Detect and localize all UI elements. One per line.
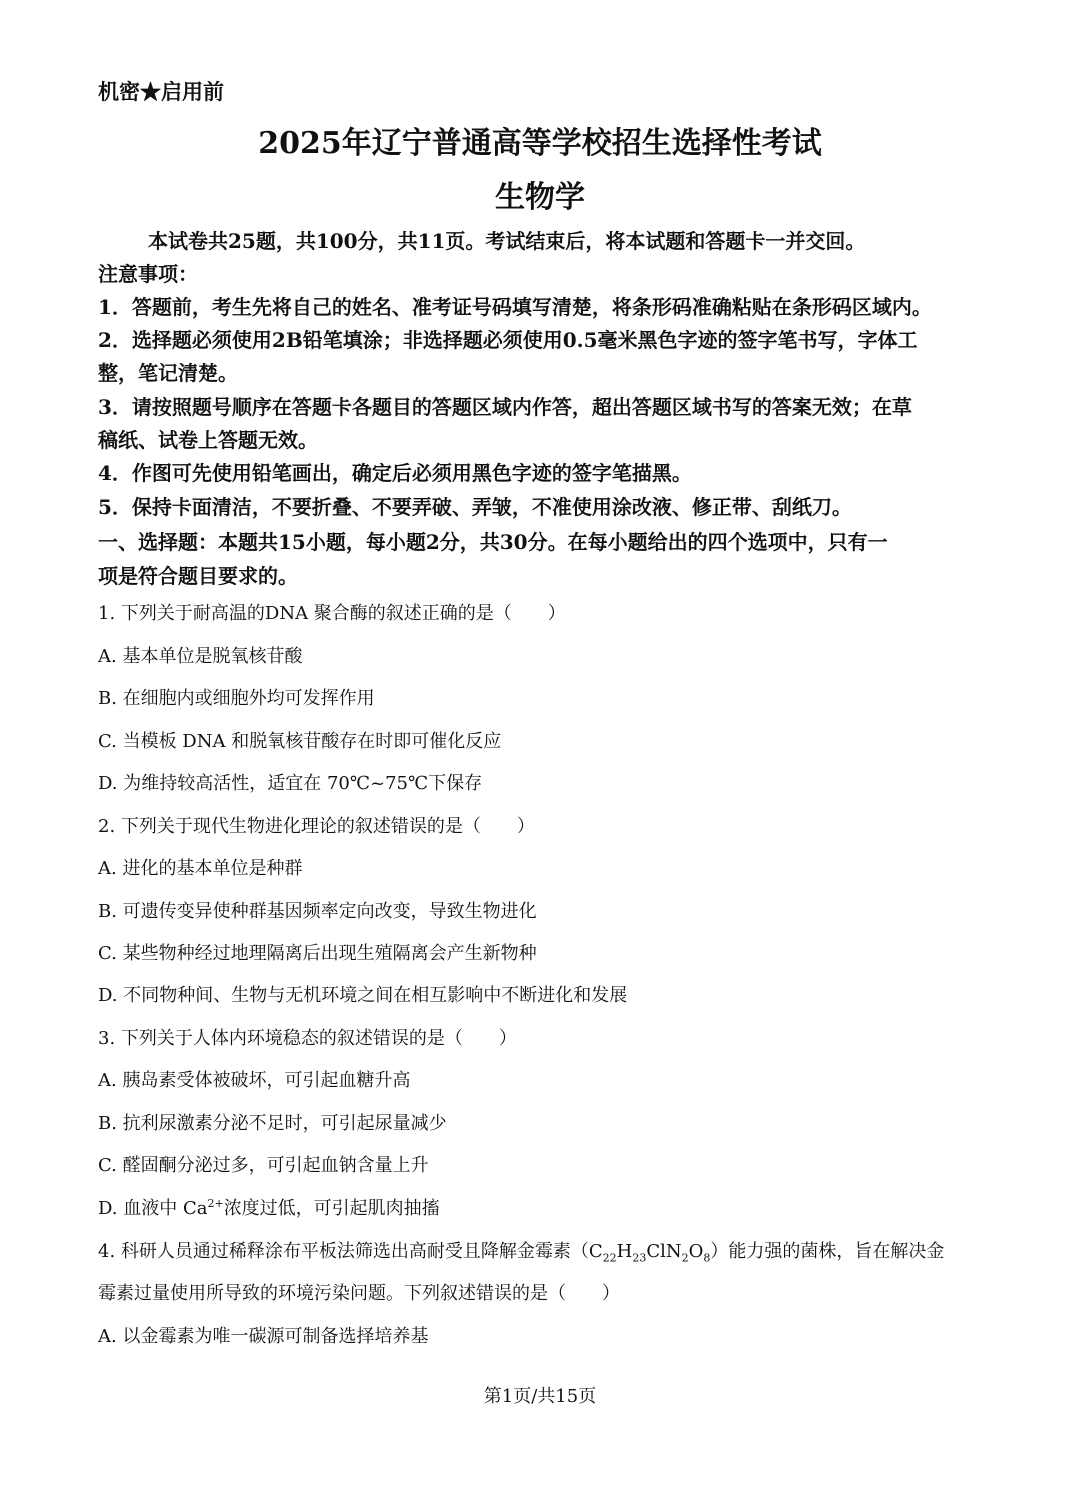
q3-option-a: A. 胰岛素受体被破坏，可引起血糖升高 (98, 1070, 411, 1091)
q2-option-b: B. 可遗传变异使种群基因频率定向改变，导致生物进化 (98, 901, 537, 922)
q3-option-b: B. 抗利尿激素分泌不足时，可引起尿量减少 (98, 1113, 447, 1134)
formula-h: H (616, 1241, 633, 1262)
formula-o-count: 8 (703, 1251, 711, 1265)
formula-c-count: 22 (602, 1251, 617, 1265)
note-item-3: 3．请按照题号顺序在答题卡各题目的答题区域内作答，超出答题区域书写的答案无效；在草 (98, 395, 912, 419)
formula-h-count: 23 (632, 1251, 647, 1265)
page-footer: 第1页/共15页 (483, 1386, 597, 1407)
section-heading: 一、选择题：本题共15小题，每小题2分，共30分。在每小题给出的四个选项中，只有一 (98, 530, 888, 554)
section-heading-cont: 项是符合题目要求的。 (98, 564, 298, 588)
q3-stem: 3. 下列关于人体内环境稳态的叙述错误的是（ ） (98, 1028, 517, 1049)
note-item-5: 5．保持卡面清洁，不要折叠、不要弄破、弄皱，不准使用涂改液、修正带、刮纸刀。 (98, 495, 852, 519)
note-item-1: 1．答题前，考生先将自己的姓名、准考证号码填写清楚，将条形码准确粘贴在条形码区域内。 (98, 295, 932, 319)
note-item-2: 2．选择题必须使用2B铅笔填涂；非选择题必须使用0.5毫米黑色字迹的签字笔书写，字体工 (98, 328, 918, 352)
q2-stem: 2. 下列关于现代生物进化理论的叙述错误的是（ ） (98, 816, 535, 837)
q2-option-d: D. 不同物种间、生物与无机环境之间在相互影响中不断进化和发展 (98, 985, 628, 1006)
q4-option-a: A. 以金霉素为唯一碳源可制备选择培养基 (98, 1326, 429, 1347)
formula-cln: ClN (646, 1241, 682, 1262)
calcium-charge: 2+ (207, 1197, 224, 1210)
q3-option-d (98, 1194, 440, 1220)
q1-option-c: C. 当模板 DNA 和脱氧核苷酸存在时即可催化反应 (98, 731, 502, 752)
intro-text: 本试卷共25题，共100分，共11页。考试结束后，将本试题和答题卡一并交回。 (148, 229, 866, 253)
note-item-4: 4．作图可先使用铅笔画出，确定后必须用黑色字迹的签字笔描黑。 (98, 461, 692, 485)
q1-stem: 1. 下列关于耐高温的DNA 聚合酶的叙述正确的是（ ） (98, 603, 566, 624)
q4-stem-post: ）能力强的菌株，旨在解决金 (710, 1241, 945, 1262)
confidential-label: 机密★启用前 (98, 79, 224, 104)
formula-o: O (688, 1241, 704, 1262)
q1-option-b: B. 在细胞内或细胞外均可发挥作用 (98, 688, 375, 709)
note-item-2-cont: 整，笔记清楚。 (98, 361, 238, 385)
q4-stem-line1 (98, 1237, 944, 1263)
exam-title: 2025年辽宁普通高等学校招生选择性考试 (258, 126, 822, 161)
q2-option-c: C. 某些物种经过地理隔离后出现生殖隔离会产生新物种 (98, 943, 537, 964)
q1-option-d: D. 为维持较高活性，适宜在 70℃~75℃下保存 (98, 773, 483, 794)
q4-stem-pre: 4. 科研人员通过稀释涂布平板法筛选出高耐受且降解金霉素（C (98, 1241, 603, 1262)
note-item-3-cont: 稿纸、试卷上答题无效。 (98, 428, 318, 452)
subject-title: 生物学 (495, 180, 585, 215)
notes-heading: 注意事项： (98, 262, 198, 286)
q3-option-d-post: 浓度过低，可引起肌肉抽搐 (223, 1198, 440, 1219)
q2-option-a: A. 进化的基本单位是种群 (98, 858, 303, 879)
q4-stem-line2: 霉素过量使用所导致的环境污染问题。下列叙述错误的是（ ） (98, 1283, 620, 1304)
formula-n-count: 2 (681, 1251, 689, 1265)
q3-option-d-pre: D. 血液中 Ca (98, 1198, 208, 1219)
q1-option-a: A. 基本单位是脱氧核苷酸 (98, 646, 303, 667)
q3-option-c: C. 醛固酮分泌过多，可引起血钠含量上升 (98, 1155, 429, 1176)
